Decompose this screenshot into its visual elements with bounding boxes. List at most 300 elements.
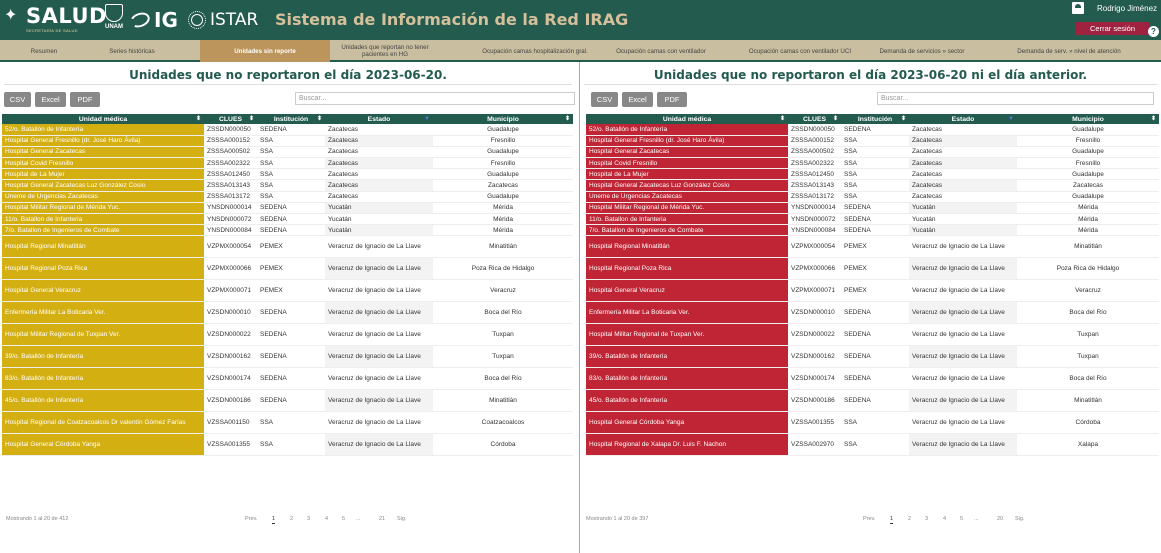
unit-name-cell[interactable]: Enfermería Militar La Boticaria Ver. [586,302,788,324]
state-cell: Zacatecas [325,158,433,169]
pagination-info: Mostrando 1 al 20 de 397 [586,516,649,522]
table-row[interactable] [586,191,1159,202]
table-row[interactable] [586,434,1159,456]
user-name: Rodrigo Jiménez [1097,4,1158,13]
institution-cell: SEDENA [257,214,325,225]
institution-cell: SSA [257,180,325,191]
clues-cell: ZSSSA013172 [788,191,841,202]
clues-cell: VZPMX000071 [204,280,257,302]
institution-cell: PEMEX [257,280,325,302]
next-page-button[interactable]: Sig. [397,516,407,522]
istar-logo: ISTAR [188,8,258,32]
export-pdf-button[interactable]: PDF [70,92,100,107]
unit-name-cell[interactable]: Hospital General Veracruz [2,280,204,302]
state-cell: Zacatecas [909,146,1017,157]
institution-cell: SEDENA [841,324,909,346]
table-row[interactable] [586,169,1159,180]
state-cell: Yucatán [325,202,433,213]
app-title: Sistema de Información de la Red IRAG [275,10,629,29]
page-21-button[interactable]: 21 [379,516,386,522]
table-row[interactable] [586,302,1159,324]
sort-icon[interactable]: ⬍ [900,116,906,122]
institution-cell: SEDENA [841,346,909,368]
institution-cell: SSA [257,146,325,157]
pagination-ellipsis: ... [356,516,361,522]
nav-item-1[interactable]: Series históricas [109,47,155,55]
clues-cell: VZSDN000022 [204,324,257,346]
municipality-cell: Veracruz [433,280,573,302]
table-row[interactable] [586,202,1159,213]
municipality-cell: Guadalupe [433,169,573,180]
state-cell: Veracruz de Ignacio de La Llave [325,346,433,368]
clues-cell: VZPMX000071 [788,280,841,302]
clues-cell: ZSSSA012450 [204,169,257,180]
nav-item-0[interactable]: Resumen [30,47,58,55]
institution-cell: SEDENA [841,390,909,412]
pagination [0,516,576,526]
institution-cell: PEMEX [841,236,909,258]
clues-cell: ZSSSA000152 [204,135,257,146]
institution-cell: SEDENA [841,225,909,236]
column-header-0[interactable] [586,114,788,124]
unam-shield-icon [105,4,123,22]
page-4-button[interactable]: 4 [943,516,947,522]
sort-icon[interactable]: ⬍ [779,116,785,122]
institution-cell: SEDENA [841,302,909,324]
column-header-1[interactable] [204,114,257,124]
unit-name-cell[interactable]: Hospital Covid Fresnillo [586,158,788,169]
table-row[interactable] [586,236,1159,258]
unit-name-cell[interactable]: Hospital de La Mujer [2,169,204,180]
clues-cell: VZPMX000054 [788,236,841,258]
institution-cell: SEDENA [257,225,325,236]
export-pdf-button[interactable]: PDF [657,92,687,107]
table-row[interactable] [586,135,1159,146]
prev-page-button[interactable]: Prev. [245,516,258,522]
state-cell: Veracruz de Ignacio de La Llave [909,412,1017,434]
unit-name-cell[interactable]: Hospital General Zacatecas Luz González Cosío [586,180,788,191]
state-cell: Yucatán [325,214,433,225]
state-cell: Zacatecas [909,124,1017,135]
institution-cell: SEDENA [257,202,325,213]
panel-no-report-two-days [579,62,1161,553]
unit-name-cell[interactable]: Hospital Militar Regional de Tuxpan Ver. [586,324,788,346]
unit-name-cell[interactable]: Enfermería Militar La Boticaria Ver. [2,302,204,324]
logout-button[interactable]: Cerrar sesión [1076,22,1149,35]
municipality-cell: Zacatecas [433,180,573,191]
table-row[interactable] [2,124,573,135]
unit-name-cell[interactable]: Hospital Regional Poza Rica [2,258,204,280]
table-row[interactable] [2,434,573,456]
clues-cell: VZSDN000174 [204,368,257,390]
clues-cell: VZSDN000162 [788,346,841,368]
unit-name-cell[interactable]: Hospital Regional Poza Rica [586,258,788,280]
institution-cell: SSA [257,412,325,434]
unit-name-cell[interactable]: 39/o. Batallón de Infantería [586,346,788,368]
panel-title: Unidades que no reportaron el día 2023-06-20. [129,68,447,82]
unit-name-cell[interactable]: 83/o. Batallón de Infantería [2,368,204,390]
table-row[interactable] [2,390,573,412]
column-header-3[interactable] [909,114,1017,124]
institution-cell: SSA [257,169,325,180]
sort-desc-icon[interactable]: ▼ [424,116,430,122]
table-row[interactable] [586,324,1159,346]
unit-name-cell[interactable]: Hospital General Fresnillo (dr. José Haro Ávila) [2,135,204,146]
title-divider [584,84,1157,85]
table-row[interactable] [2,225,573,236]
clues-cell: VZSDN000186 [788,390,841,412]
clues-cell: ZSSSA002322 [788,158,841,169]
nav-item-4[interactable]: Ocupación camas hospitalización gral. [482,47,588,55]
institution-cell: SEDENA [257,368,325,390]
unam-logo: UNAM [104,4,124,36]
state-cell: Veracruz de Ignacio de La Llave [909,280,1017,302]
table-row[interactable] [586,280,1159,302]
institution-cell: SSA [841,412,909,434]
nav-item-6[interactable]: Ocupación camas con ventilador UCI [748,47,852,55]
unit-name-cell[interactable]: 7/o. Batallon de Ingenieros de Combate [2,225,204,236]
state-cell: Zacatecas [325,135,433,146]
institution-cell: SSA [841,146,909,157]
state-cell: Veracruz de Ignacio de La Llave [909,434,1017,456]
page-2-button[interactable]: 2 [908,516,912,522]
column-header-0[interactable] [2,114,204,124]
table-row[interactable] [2,368,573,390]
municipality-cell: Tuxpan [433,324,573,346]
unit-name-cell[interactable]: 39/o. Batallón de Infantería [2,346,204,368]
sort-icon[interactable]: ⬍ [316,116,322,122]
municipality-cell: Minatitlán [433,390,573,412]
municipality-cell: Tuxpan [1017,346,1159,368]
page-20-button[interactable]: 20 [997,516,1004,522]
help-icon[interactable]: ? [1148,26,1159,37]
unit-name-cell[interactable]: Hospital Covid Fresnillo [2,158,204,169]
table-row[interactable] [586,390,1159,412]
table-row[interactable] [586,258,1159,280]
column-header-label: Municipio [487,115,519,123]
state-cell: Zacatecas [909,191,1017,202]
institution-cell: SEDENA [841,368,909,390]
state-cell: Zacatecas [909,135,1017,146]
clues-cell: ZSSDN000050 [788,124,841,135]
unit-name-cell[interactable]: Hospital Regional de Xalapa Dr. Luis F. Nachon [586,434,788,456]
table-row[interactable] [586,368,1159,390]
institution-cell: PEMEX [841,258,909,280]
nav-item-5[interactable]: Ocupación camas con ventilador [616,47,706,55]
column-header-2[interactable] [257,114,325,124]
clues-cell: YNSDN000084 [788,225,841,236]
municipality-cell: Mérida [1017,225,1159,236]
institution-cell: SEDENA [257,346,325,368]
nav-item-2[interactable]: Unidades sin reporte [200,40,330,62]
institution-cell: SEDENA [841,124,909,135]
unit-name-cell[interactable]: 52/o. Batallón de Infantería [586,124,788,135]
table-row[interactable] [2,169,573,180]
clues-cell: ZSSSA002322 [204,158,257,169]
table-row[interactable] [2,324,573,346]
unit-name-cell[interactable]: Hospital Militar Regional de Mérida Yuc. [2,202,204,213]
table-row[interactable] [2,258,573,280]
ig-logo: IG [130,6,178,34]
column-header-label: Unidad médica [662,115,712,123]
unit-name-cell[interactable]: Hospital Militar Regional de Tuxpan Ver. [2,324,204,346]
municipality-cell: Mérida [433,202,573,213]
table-row[interactable] [2,236,573,258]
unit-name-cell[interactable]: Hospital de La Mujer [586,169,788,180]
clues-cell: VZSDN000022 [788,324,841,346]
unit-name-cell[interactable]: 83/o. Batallón de Infantería [586,368,788,390]
export-excel-button[interactable]: Excel [35,92,66,107]
state-cell: Zacatecas [325,124,433,135]
state-cell: Veracruz de Ignacio de La Llave [909,324,1017,346]
table-row[interactable] [586,412,1159,434]
clues-cell: YNSDN000014 [788,202,841,213]
clues-cell: YNSDN000084 [204,225,257,236]
institution-cell: SSA [257,135,325,146]
municipality-cell: Guadalupe [433,191,573,202]
nav-item-8[interactable]: Demanda de serv. » nivel de atención [1017,47,1121,55]
state-cell: Veracruz de Ignacio de La Llave [325,412,433,434]
table-row[interactable] [586,158,1159,169]
state-cell: Veracruz de Ignacio de La Llave [909,390,1017,412]
clues-cell: VZPMX000066 [204,258,257,280]
unit-name-cell[interactable]: Hospital Militar Regional de Mérida Yuc. [586,202,788,213]
table-row[interactable] [586,146,1159,157]
table-row[interactable] [2,135,573,146]
column-header-label: CLUES [218,115,243,123]
column-header-label: Institución [273,115,309,123]
table-row[interactable] [586,225,1159,236]
column-header-4[interactable] [433,114,573,124]
municipality-cell: Mérida [433,225,573,236]
clues-cell: VZSSA002970 [788,434,841,456]
state-cell: Veracruz de Ignacio de La Llave [325,302,433,324]
municipality-cell: Tuxpan [1017,324,1159,346]
municipality-cell: Fresnillo [433,135,573,146]
municipality-cell: Mérida [433,214,573,225]
units-table [586,114,1159,456]
state-cell: Yucatán [909,202,1017,213]
clues-cell: ZSSSA013143 [788,180,841,191]
institution-cell: SSA [257,434,325,456]
clues-cell: ZSSSA000502 [788,146,841,157]
state-cell: Zacatecas [909,169,1017,180]
unit-name-cell[interactable]: 45/o. Batallón de Infantería [586,390,788,412]
search-input[interactable]: Buscar... [295,92,575,105]
clues-cell: ZSSSA013143 [204,180,257,191]
prev-page-button[interactable]: Prev. [863,516,876,522]
state-cell: Yucatán [909,214,1017,225]
state-cell: Yucatán [325,225,433,236]
unit-name-cell[interactable]: 45/o. Batallón de Infantería [2,390,204,412]
sort-icon[interactable]: ⬍ [195,116,201,122]
main-nav [0,40,1161,62]
column-header-1[interactable] [788,114,841,124]
clues-cell: VZSSA001355 [788,412,841,434]
municipality-cell: Boca del Río [1017,368,1159,390]
state-cell: Veracruz de Ignacio de La Llave [909,236,1017,258]
municipality-cell: Fresnillo [1017,158,1159,169]
sort-icon[interactable]: ⬍ [248,116,254,122]
clues-cell: ZSSSA013172 [204,191,257,202]
clues-cell: ZSSSA000152 [788,135,841,146]
state-cell: Zacatecas [325,146,433,157]
institution-cell: SEDENA [841,202,909,213]
municipality-cell: Guadalupe [1017,124,1159,135]
sun-icon [188,11,206,29]
municipality-cell: Poza Rica de Hidalgo [1017,258,1159,280]
clues-cell: YNSDN000072 [788,214,841,225]
sort-icon[interactable]: ⬍ [832,116,838,122]
state-cell: Zacatecas [325,180,433,191]
institution-cell: SSA [841,434,909,456]
unit-name-cell[interactable]: 11/o. Batallon de Infanteria [2,214,204,225]
unit-name-cell[interactable]: 52/o. Batallón de Infantería [2,124,204,135]
state-cell: Veracruz de Ignacio de La Llave [325,390,433,412]
municipality-cell: Fresnillo [433,158,573,169]
municipality-cell: Tuxpan [433,346,573,368]
pagination-info: Mostrando 1 al 20 de 412 [6,516,69,522]
municipality-cell: Boca del Río [433,368,573,390]
institution-cell: SEDENA [257,124,325,135]
clues-cell: VZSDN000174 [788,368,841,390]
municipality-cell: Guadalupe [1017,191,1159,202]
ig-swirl-icon [128,10,152,30]
unit-name-cell[interactable]: Hospital General Córdoba Yanga [2,434,204,456]
table-row[interactable] [2,302,573,324]
column-header-label: Estado [951,115,975,123]
clues-cell: YNSDN000072 [204,214,257,225]
unit-name-cell[interactable]: Hospital Regional Minatitlán [2,236,204,258]
page-3-button[interactable]: 3 [307,516,311,522]
institution-cell: PEMEX [841,280,909,302]
unit-name-cell[interactable]: Uneme de Urgencias Zacatecas [2,191,204,202]
clues-cell: VZSDN000162 [204,346,257,368]
page-1-button[interactable]: 1 [890,516,894,522]
state-cell: Veracruz de Ignacio de La Llave [325,236,433,258]
municipality-cell: Minatitlán [433,236,573,258]
pagination [580,516,1161,526]
table-row[interactable] [2,202,573,213]
state-cell: Zacatecas [909,180,1017,191]
table-row[interactable] [586,124,1159,135]
state-cell: Veracruz de Ignacio de La Llave [325,258,433,280]
unit-name-cell[interactable]: Hospital General Córdoba Yanga [586,412,788,434]
table-row[interactable] [586,180,1159,191]
units-table [2,114,573,456]
column-header-label: Unidad médica [78,115,128,123]
nav-item-3[interactable]: Unidades que reportan no tener pacientes en HG [341,44,429,58]
page-3-button[interactable]: 3 [925,516,929,522]
salud-logo[interactable]: ✦ SALUD SECRETARÍA DE SALUD [4,4,107,33]
table-row[interactable] [2,146,573,157]
state-cell: Veracruz de Ignacio de La Llave [325,280,433,302]
column-header-4[interactable] [1017,114,1159,124]
municipality-cell: Guadalupe [1017,169,1159,180]
state-cell: Zacatecas [325,169,433,180]
institution-cell: PEMEX [257,236,325,258]
unit-name-cell[interactable]: 11/o. Batallon de Infanteria [586,214,788,225]
sort-desc-icon[interactable]: ▼ [1008,116,1014,122]
unit-name-cell[interactable]: Hospital Regional Minatitlán [586,236,788,258]
table-row[interactable] [2,280,573,302]
clues-cell: VZSSA001150 [204,412,257,434]
municipality-cell: Guadalupe [433,146,573,157]
municipality-cell: Xalapa [1017,434,1159,456]
column-header-label: Municipio [1072,115,1104,123]
state-cell: Veracruz de Ignacio de La Llave [325,368,433,390]
unit-name-cell[interactable]: Hospital General Veracruz [586,280,788,302]
unit-name-cell[interactable]: Hospital General Fresnillo (dr. José Haro Ávila) [586,135,788,146]
unit-name-cell[interactable]: 7/o. Batallon de Ingenieros de Combate [586,225,788,236]
column-header-label: Estado [367,115,391,123]
sort-icon[interactable]: ⬍ [1150,116,1156,122]
unit-name-cell[interactable]: Hospital Regional de Coatzacoalcos Dr valentín Gómez Farías [2,412,204,434]
table-row[interactable] [2,191,573,202]
top-header [0,0,1161,40]
page-1-button[interactable]: 1 [272,516,276,522]
table-row[interactable] [2,346,573,368]
column-header-label: Institución [857,115,893,123]
clues-cell: VZSDN000186 [204,390,257,412]
page-4-button[interactable]: 4 [325,516,329,522]
sort-icon[interactable]: ⬍ [564,116,570,122]
unit-name-cell[interactable]: Uneme de Urgencias Zacatecas [586,191,788,202]
page-5-button[interactable]: 5 [960,516,964,522]
unit-name-cell[interactable]: Hospital General Zacatecas [2,146,204,157]
municipality-cell: Zacatecas [1017,180,1159,191]
column-header-label: CLUES [802,115,827,123]
institution-cell: SSA [841,169,909,180]
table-row[interactable] [586,346,1159,368]
search-input[interactable]: Buscar... [877,92,1154,105]
municipality-cell: Guadalupe [433,124,573,135]
state-cell: Veracruz de Ignacio de La Llave [325,434,433,456]
next-page-button[interactable]: Sig. [1015,516,1025,522]
unit-name-cell[interactable]: Hospital General Zacatecas Luz González Cosío [2,180,204,191]
clues-cell: ZSSDN000050 [204,124,257,135]
unit-name-cell[interactable]: Hospital General Zacatecas [586,146,788,157]
state-cell: Zacatecas [909,158,1017,169]
table-row[interactable] [2,158,573,169]
municipality-cell: Minatitlán [1017,236,1159,258]
institution-cell: PEMEX [257,258,325,280]
institution-cell: SSA [841,191,909,202]
nav-item-7[interactable]: Demanda de servicios » sector [879,47,965,55]
page-2-button[interactable]: 2 [290,516,294,522]
municipality-cell: Boca del Río [1017,302,1159,324]
municipality-cell: Boca del Río [433,302,573,324]
table-row[interactable] [2,180,573,191]
clues-cell: YNSDN000014 [204,202,257,213]
column-header-2[interactable] [841,114,909,124]
municipality-cell: Veracruz [1017,280,1159,302]
table-row[interactable] [2,214,573,225]
page-5-button[interactable]: 5 [342,516,346,522]
panel-title: Unidades que no reportaron el día 2023-06-20 ni el día anterior. [653,68,1088,82]
export-csv-button[interactable]: CSV [4,92,31,107]
clues-cell: ZSSSA000502 [204,146,257,157]
table-row[interactable] [586,214,1159,225]
municipality-cell: Coatzacoalcos [433,412,573,434]
column-header-3[interactable] [325,114,433,124]
state-cell: Zacatecas [325,191,433,202]
table-row[interactable] [2,412,573,434]
state-cell: Veracruz de Ignacio de La Llave [909,258,1017,280]
institution-cell: SSA [841,180,909,191]
export-excel-button[interactable]: Excel [622,92,653,107]
export-csv-button[interactable]: CSV [591,92,618,107]
